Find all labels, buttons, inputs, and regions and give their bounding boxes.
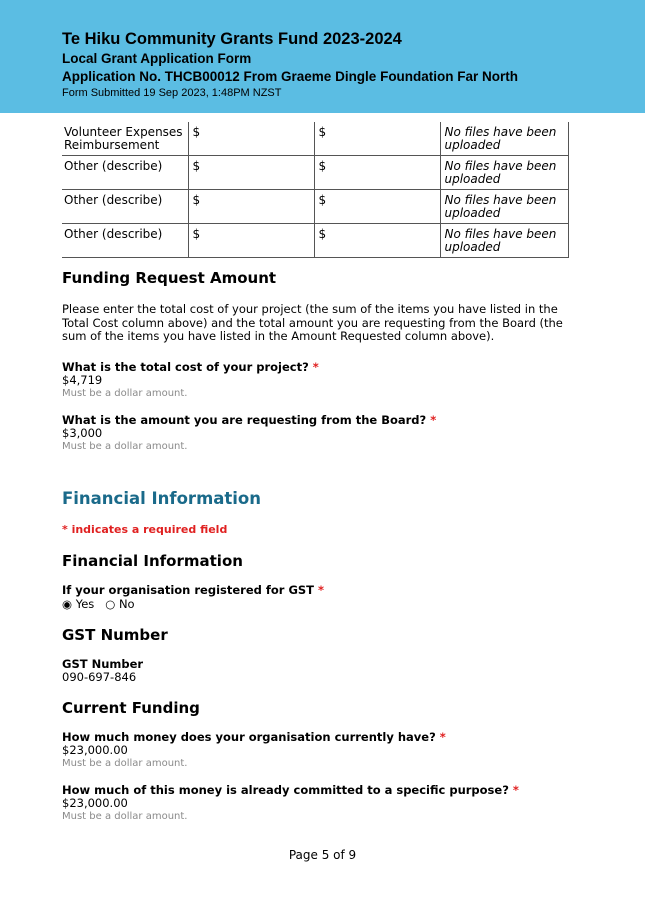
field-hint: Must be a dollar amount. — [62, 440, 188, 452]
expense-total: $ — [188, 224, 314, 258]
expense-total: $ — [188, 156, 314, 190]
gst-label: GST Number — [62, 656, 144, 671]
gst-number-field — [62, 657, 572, 684]
expense-requested: $ — [314, 224, 440, 258]
field-hint: Must be a dollar amount. — [62, 757, 188, 769]
page-header — [0, 0, 645, 113]
question-label: If your organisation registered for GST — [62, 582, 315, 597]
current-money-value: $23,000.00 — [62, 742, 128, 757]
application-number: Application No. THCB00012 From Graeme Dingle Foundation Far North — [62, 69, 519, 84]
funding-heading: Funding Request Amount — [62, 269, 277, 287]
required-star: * — [512, 782, 519, 797]
expenses-table — [62, 122, 569, 258]
gst-value: 090-697-846 — [62, 669, 137, 684]
question-label: What is the total cost of your project? — [62, 359, 309, 374]
question-label: How much money does your organisation currently have? — [62, 729, 436, 744]
requested-amount-question — [62, 413, 572, 453]
gst-question — [62, 583, 572, 611]
radio-unselected-icon[interactable]: ○ — [105, 596, 116, 611]
form-content — [62, 268, 572, 823]
expense-item: Volunteer Expenses Reimbursement — [62, 122, 188, 156]
page-number: Page 5 of 9 — [288, 848, 357, 862]
financial-info-title: Financial Information — [62, 488, 262, 508]
table-row — [62, 190, 568, 224]
expense-files: No files have been uploaded — [440, 224, 568, 258]
financial-section-heading: Financial Information — [62, 551, 243, 570]
requested-amount-value: $3,000 — [62, 425, 103, 440]
form-title: Local Grant Application Form — [62, 51, 252, 66]
required-star: * — [439, 729, 446, 744]
expense-requested: $ — [314, 122, 440, 156]
expense-requested: $ — [314, 190, 440, 224]
table-row — [62, 122, 568, 156]
committed-money-question — [62, 783, 572, 823]
submitted-date: Form Submitted 19 Sep 2023, 1:48PM NZST — [62, 87, 282, 99]
required-star: * — [318, 582, 325, 597]
table-row — [62, 156, 568, 190]
current-money-question — [62, 730, 572, 770]
expense-item: Other (describe) — [62, 224, 188, 258]
gst-heading: GST Number — [62, 625, 168, 644]
funding-intro: Please enter the total cost of your project (the sum of the items you have listed in the Total Cost column above) and the total amount you are requesting from the Board (the sum of the items you have listed in the Amount Requested column above). — [62, 302, 563, 343]
total-cost-value: $4,719 — [62, 372, 103, 387]
expense-requested: $ — [314, 156, 440, 190]
required-star: * — [312, 359, 319, 374]
expense-files: No files have been uploaded — [440, 122, 568, 156]
expense-item: Other (describe) — [62, 156, 188, 190]
question-label: What is the amount you are requesting from the Board? — [62, 412, 427, 427]
expense-files: No files have been uploaded — [440, 156, 568, 190]
expense-total: $ — [188, 190, 314, 224]
committed-money-value: $23,000.00 — [62, 795, 128, 810]
radio-selected-icon[interactable]: ◉ — [62, 596, 73, 611]
total-cost-question — [62, 360, 572, 400]
expense-files: No files have been uploaded — [440, 190, 568, 224]
radio-yes-label: Yes — [75, 596, 95, 611]
question-label: How much of this money is already committed to a specific purpose? — [62, 782, 509, 797]
radio-no-label: No — [118, 596, 135, 611]
expense-total: $ — [188, 122, 314, 156]
expense-item: Other (describe) — [62, 190, 188, 224]
table-row — [62, 224, 568, 258]
required-note: * indicates a required field — [62, 522, 228, 536]
fund-title: Te Hiku Community Grants Fund 2023-2024 — [62, 30, 402, 48]
required-star: * — [430, 412, 437, 427]
field-hint: Must be a dollar amount. — [62, 810, 188, 822]
field-hint: Must be a dollar amount. — [62, 387, 188, 399]
gst-radio-group — [62, 597, 572, 611]
current-funding-heading: Current Funding — [62, 698, 200, 717]
